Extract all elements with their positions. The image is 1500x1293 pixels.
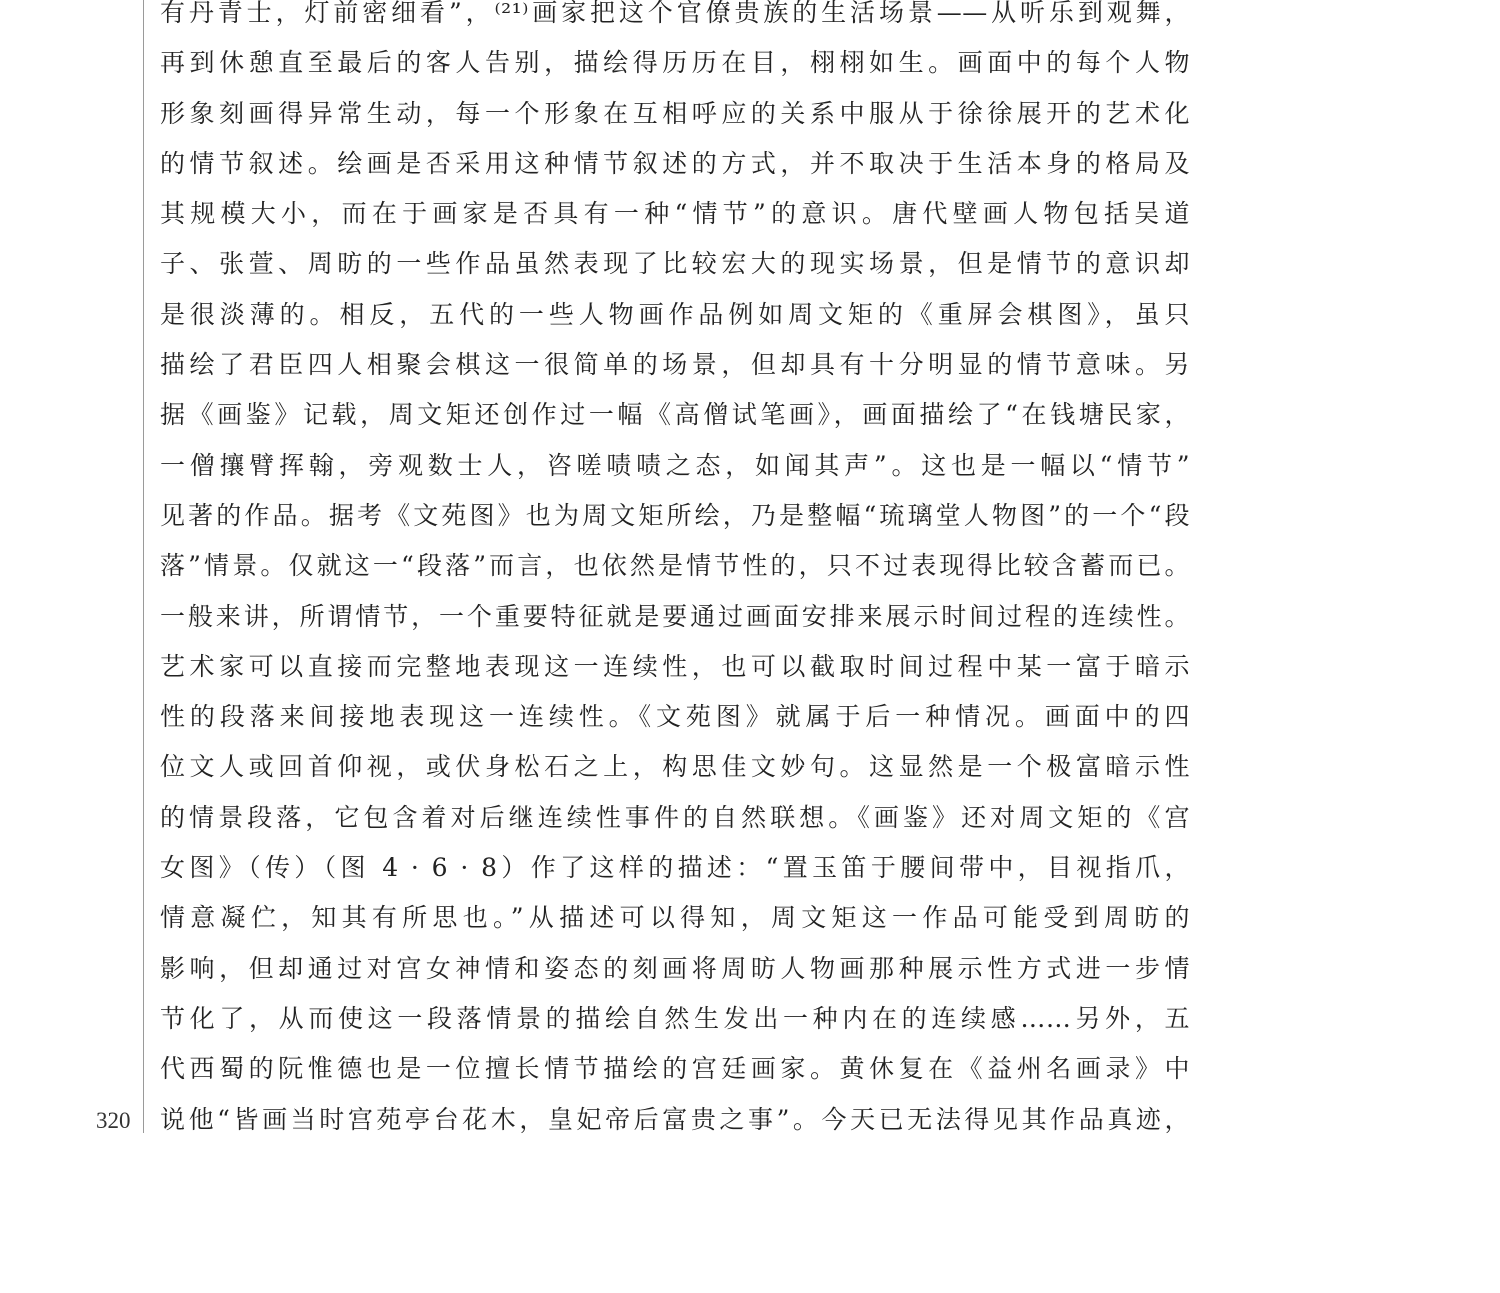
text-line: 艺术家可以直接而完整地表现这一连续性，也可以截取时间过程中某一富于暗示 bbox=[160, 651, 1190, 681]
text-line: 影响，但却通过对宫女神情和姿态的刻画将周昉人物画那种展示性方式进一步情 bbox=[160, 953, 1190, 983]
text-line: 形象刻画得异常生动，每一个形象在互相呼应的关系中服从于徐徐展开的艺术化 bbox=[160, 98, 1190, 128]
text-line: 位文人或回首仰视，或伏身松石之上，构思佳文妙句。这显然是一个极富暗示性 bbox=[160, 752, 1190, 782]
text-line: 描绘了君臣四人相聚会棋这一很简单的场景，但却具有十分明显的情节意味。另 bbox=[160, 350, 1190, 380]
text-line: 子、张萱、周昉的一些作品虽然表现了比较宏大的现实场景，但是情节的意识却 bbox=[160, 249, 1190, 279]
text-line: 是很淡薄的。相反，五代的一些人物画作品例如周文矩的《重屏会棋图》，虽只 bbox=[160, 299, 1190, 329]
text-line: 代西蜀的阮惟德也是一位擅长情节描绘的宫廷画家。黄休复在《益州名画录》中 bbox=[160, 1054, 1190, 1084]
body-text bbox=[160, 0, 1190, 1145]
text-line: 据《画鉴》记载，周文矩还创作过一幅《高僧试笔画》，画面描绘了“在钱塘民家， bbox=[160, 400, 1190, 430]
page-number: 320 bbox=[96, 1108, 131, 1133]
text-line: 落”情景。仅就这一“段落”而言，也依然是情节性的，只不过表现得比较含蓄而已。 bbox=[160, 551, 1190, 581]
text-line: 见著的作品。据考《文苑图》也为周文矩所绘，乃是整幅“琉璃堂人物图”的一个“段 bbox=[160, 500, 1190, 530]
text-line: 性的段落来间接地表现这一连续性。《文苑图》就属于后一种情况。画面中的四 bbox=[160, 702, 1190, 732]
text-line: 女图》（传）（图 4 · 6 · 8）作了这样的描述：“置玉笛于腰间带中，目视指爪， bbox=[160, 853, 1190, 883]
text-line: 再到休憩直至最后的客人告别，描绘得历历在目，栩栩如生。画面中的每个人物 bbox=[160, 48, 1190, 78]
text-line: 有丹青士，灯前密细看”，⁽²¹⁾画家把这个官僚贵族的生活场景——从听乐到观舞， bbox=[160, 0, 1190, 27]
margin-rule bbox=[143, 0, 144, 1133]
text-line: 其规模大小，而在于画家是否具有一种“情节”的意识。唐代壁画人物包括吴道 bbox=[160, 199, 1190, 229]
text-line: 节化了，从而使这一段落情景的描绘自然生发出一种内在的连续感……另外，五 bbox=[160, 1003, 1190, 1033]
text-line: 情意凝伫，知其有所思也。”从描述可以得知，周文矩这一作品可能受到周昉的 bbox=[160, 903, 1190, 933]
text-line: 的情景段落，它包含着对后继连续性事件的自然联想。《画鉴》还对周文矩的《宫 bbox=[160, 802, 1190, 832]
text-line: 的情节叙述。绘画是否采用这种情节叙述的方式，并不取决于生活本身的格局及 bbox=[160, 148, 1190, 178]
text-line: 说他“皆画当时宫苑亭台花木，皇妃帝后富贵之事”。今天已无法得见其作品真迹， bbox=[160, 1104, 1190, 1134]
text-line: 一般来讲，所谓情节，一个重要特征就是要通过画面安排来展示时间过程的连续性。 bbox=[160, 601, 1190, 631]
text-line: 一僧攘臂挥翰，旁观数士人，咨嗟啧啧之态，如闻其声”。这也是一幅以“情节” bbox=[160, 450, 1190, 480]
